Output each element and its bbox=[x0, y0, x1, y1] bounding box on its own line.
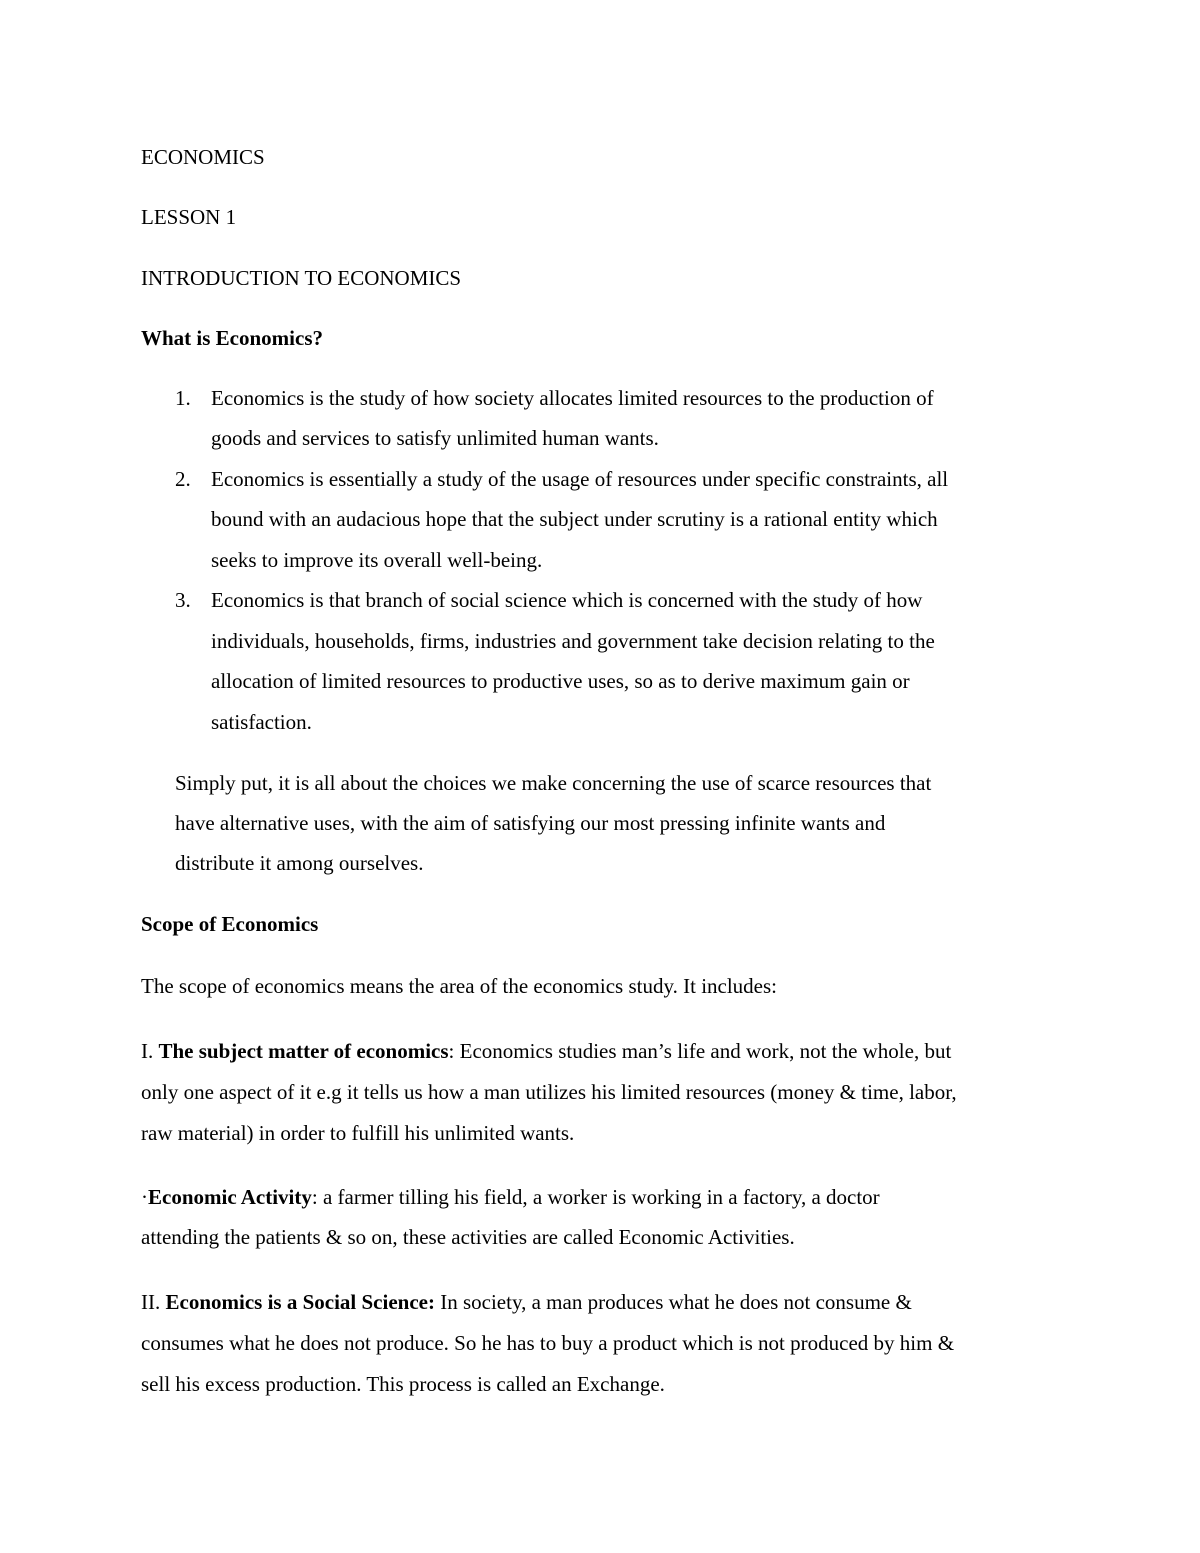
page-title: INTRODUCTION TO ECONOMICS bbox=[141, 266, 462, 290]
lesson-label: LESSON 1 bbox=[141, 205, 237, 229]
economic-activity-line: attending the patients & so on, these activities are called Economic Activities. bbox=[141, 1225, 795, 1249]
subject-matter-prefix: I. bbox=[141, 1039, 159, 1063]
scope-heading: Scope of Economics bbox=[141, 912, 319, 936]
list-item-line: Economics is essentially a study of the usage of resources under specific constraints, all bbox=[211, 467, 949, 491]
list-number: 2. bbox=[175, 467, 191, 491]
list-item-line: bound with an audacious hope that the subject under scrutiny is a rational entity which bbox=[211, 507, 938, 531]
social-science-line bbox=[141, 1292, 912, 1313]
summary-line: have alternative uses, with the aim of satisfying our most pressing infinite wants and bbox=[175, 811, 886, 835]
economic-activity-text: : a farmer tilling his field, a worker is working in a factory, a doctor bbox=[311, 1185, 880, 1209]
economic-activity-line bbox=[141, 1187, 880, 1208]
list-item-line: Economics is the study of how society allocates limited resources to the production of bbox=[211, 386, 934, 410]
list-item-line: allocation of limited resources to productive uses, so as to derive maximum gain or bbox=[211, 669, 910, 693]
list-number: 1. bbox=[175, 386, 191, 410]
subject-matter-line: raw material) in order to fulfill his unlimited wants. bbox=[141, 1121, 575, 1145]
subject-matter-term: The subject matter of economics bbox=[158, 1039, 449, 1063]
subject-matter-line bbox=[141, 1041, 951, 1062]
list-item-line: Economics is that branch of social science which is concerned with the study of how bbox=[211, 588, 923, 612]
social-science-text: In society, a man produces what he does not consume & bbox=[434, 1290, 912, 1314]
list-item-line: satisfaction. bbox=[211, 710, 312, 734]
economic-activity-term: Economic Activity bbox=[148, 1185, 312, 1209]
subject-matter-text: : Economics studies man’s life and work, not the whole, but bbox=[448, 1039, 952, 1063]
list-item-line: goods and services to satisfy unlimited human wants. bbox=[211, 426, 659, 450]
list-item-line: seeks to improve its overall well-being. bbox=[211, 548, 543, 572]
social-science-line: sell his excess production. This process is called an Exchange. bbox=[141, 1372, 665, 1396]
summary-line: Simply put, it is all about the choices we make concerning the use of scarce resources that bbox=[175, 771, 932, 795]
what-is-heading: What is Economics? bbox=[141, 326, 324, 350]
economic-activity-prefix: · bbox=[141, 1185, 148, 1209]
scope-intro: The scope of economics means the area of the economics study. It includes: bbox=[141, 974, 778, 998]
list-number: 3. bbox=[175, 588, 191, 612]
social-science-prefix: II. bbox=[141, 1290, 166, 1314]
summary-line: distribute it among ourselves. bbox=[175, 851, 424, 875]
social-science-line: consumes what he does not produce. So he has to buy a product which is not produced by him & bbox=[141, 1331, 955, 1355]
course-title: ECONOMICS bbox=[141, 145, 265, 169]
social-science-term: Economics is a Social Science: bbox=[165, 1290, 435, 1314]
list-item-line: individuals, households, firms, industries and government take decision relating to the bbox=[211, 629, 935, 653]
subject-matter-line: only one aspect of it e.g it tells us how a man utilizes his limited resources (money & time, labor, bbox=[141, 1080, 957, 1104]
